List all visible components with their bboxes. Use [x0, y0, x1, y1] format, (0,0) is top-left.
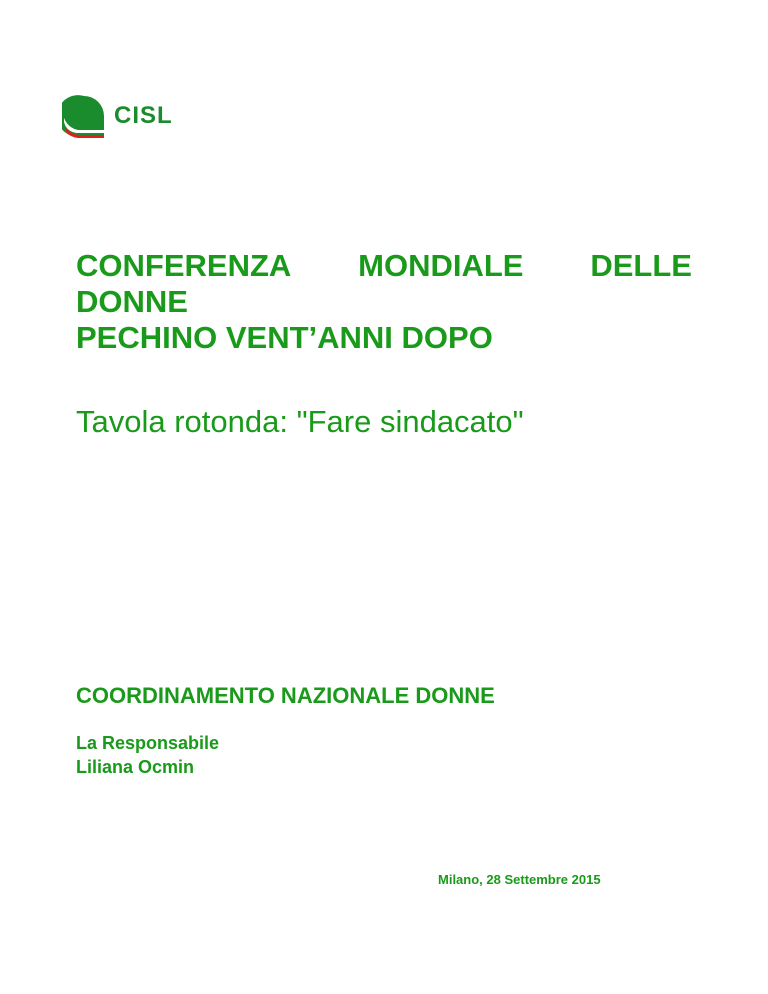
title-line-1 [76, 248, 692, 284]
place-date: Milano, 28 Settembre 2015 [438, 872, 601, 887]
cisl-emblem-icon [62, 94, 106, 138]
coordination-heading: COORDINAMENTO NAZIONALE DONNE [76, 683, 495, 708]
responsible-role: La Responsabile [76, 733, 220, 753]
title-line-3: PECHINO VENT’ANNI DOPO [76, 320, 493, 355]
title-word: MONDIALE [358, 248, 524, 283]
responsible-name: Liliana Ocmin [76, 757, 195, 777]
title-word: DELLE [590, 248, 692, 283]
subtitle: Tavola rotonda: "Fare sindacato" [76, 404, 524, 439]
responsible-block [76, 731, 219, 779]
title-line-2: DONNE [76, 284, 188, 319]
title-word: CONFERENZA [76, 248, 292, 283]
cisl-logo-text: CISL [114, 102, 173, 129]
document-title [76, 248, 692, 356]
cisl-logo [62, 94, 202, 138]
